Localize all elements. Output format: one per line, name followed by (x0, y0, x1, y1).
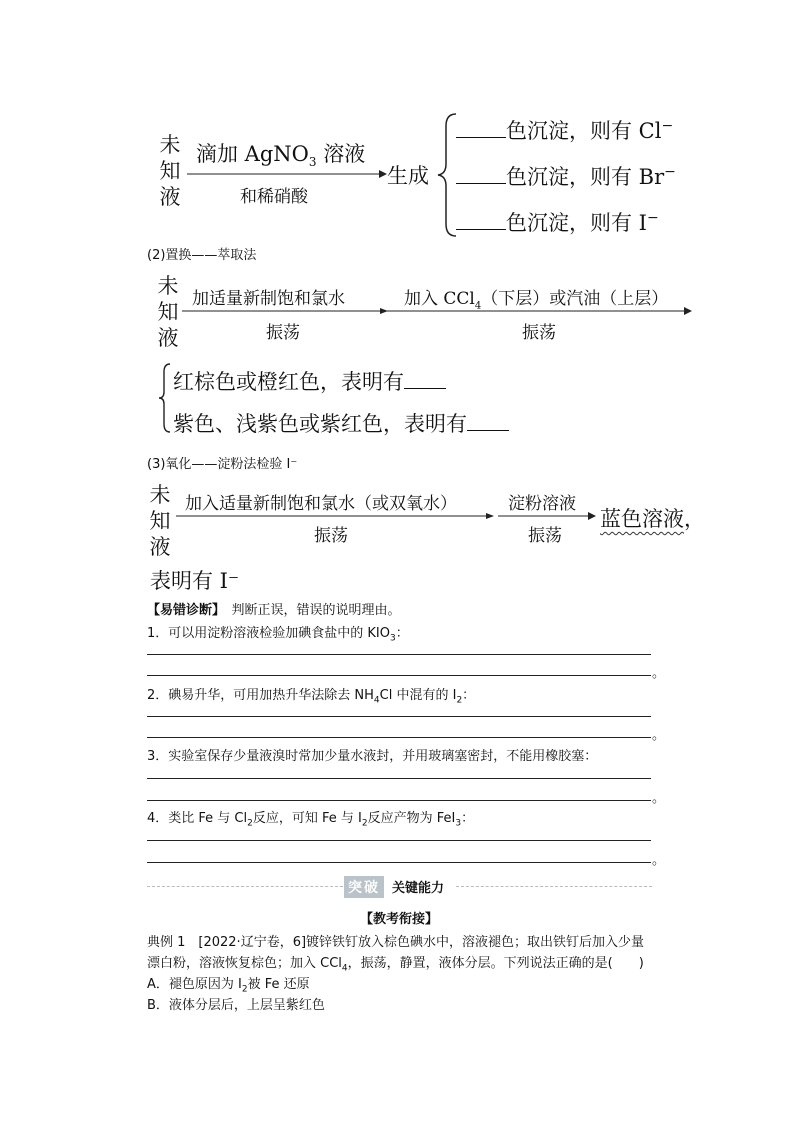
reaction-arrow (187, 170, 387, 180)
section2-heading: (2)置换——萃取法 (147, 248, 257, 263)
reagent-label: 滴加 AgNO$_3$ 溶液 (196, 142, 366, 170)
answer-line (147, 778, 651, 779)
unknown-liquid-label: 未 知 液 (149, 483, 171, 559)
condition-label: 振荡 (522, 323, 556, 343)
breakthrough-label: 关键能力 (392, 881, 445, 896)
answer-line (147, 675, 651, 676)
unknown-liquid-label: 未 知 液 (157, 274, 179, 350)
question-2: 2．碘易升华，可用加热升华法除去 $NH_4Cl$ 中混有的 $I_2$： (147, 688, 476, 706)
period-mark: 。 (652, 728, 666, 743)
example-line-2: 漂白粉，溶液恢复棕色；加入 CCl$_4$，振荡，静置，液体分层。下列说法正确的是( ) (147, 956, 644, 974)
question-1: 1．可以用淀粉溶液检验加碘食盐中的 $KIO_3$： (147, 626, 409, 644)
period-mark: 。 (652, 791, 666, 806)
divider-right (456, 886, 652, 887)
section3-heading: (3)氧化——淀粉法检验 I⁻ (147, 457, 298, 472)
reagent-label: 淀粉溶液 (508, 494, 576, 514)
answer-line (147, 654, 651, 655)
outcome-cl: 色沉淀，则有 Cl− (456, 115, 673, 145)
outcome-i: 色沉淀，则有 I− (456, 207, 659, 237)
reagent-label: 加入适量新制饱和氯水（或双氧水） (185, 494, 457, 514)
conclusion: 表明有 I⁻ (150, 569, 240, 593)
example-line-1: 典例 1 [2022·辽宁卷，6]镀锌铁钉放入棕色碘水中，溶液褪色；取出铁钉后加入少量 (147, 935, 645, 950)
left-brace (436, 112, 458, 238)
produce-label: 生成 (387, 164, 429, 188)
condition-label: 振荡 (266, 323, 300, 343)
result-purple: 紫色、浅紫色或紫红色，表明有 (173, 408, 509, 438)
answer-line (147, 840, 651, 841)
left-brace (158, 362, 172, 434)
divider-left (147, 886, 343, 887)
breakthrough-badge: 突破 (344, 876, 384, 898)
answer-line (147, 862, 651, 863)
reagent-label: 加适量新制饱和氯水 (192, 289, 345, 309)
unknown-liquid-label: 未 知 液 (159, 133, 181, 209)
result-blue: 蓝色溶液， (600, 507, 705, 531)
condition-label: 和稀硝酸 (240, 187, 308, 207)
period-mark: 。 (652, 853, 666, 868)
option-a: A．褪色原因为 $I_2$被 Fe 还原 (147, 977, 310, 995)
question-4: 4．类比 Fe 与 $Cl_2$反应，可知 Fe 与 $I_2$反应产物为 FeI$_3$： (147, 811, 475, 829)
condition-label: 振荡 (528, 526, 562, 546)
answer-line (147, 800, 651, 801)
answer-line (147, 737, 651, 738)
condition-label: 振荡 (314, 526, 348, 546)
reagent-label: 加入 CCl$_4$（下层）或汽油（上层） (404, 289, 669, 312)
option-b: B．液体分层后，上层呈紫红色 (147, 998, 325, 1013)
result-red-brown: 红棕色或橙红色，表明有 (173, 366, 446, 396)
section-subtitle: 【教考衔接】 (359, 912, 438, 927)
outcome-br: 色沉淀，则有 Br− (456, 161, 676, 191)
diagnosis-title: 【易错诊断】 判断正误，错误的说明理由。 (147, 603, 401, 618)
question-3: 3．实验室保存少量液溴时常加少量水液封，并用玻璃塞密封，不能用橡胶塞： (147, 749, 598, 764)
period-mark: 。 (652, 666, 666, 681)
answer-line (147, 716, 651, 717)
